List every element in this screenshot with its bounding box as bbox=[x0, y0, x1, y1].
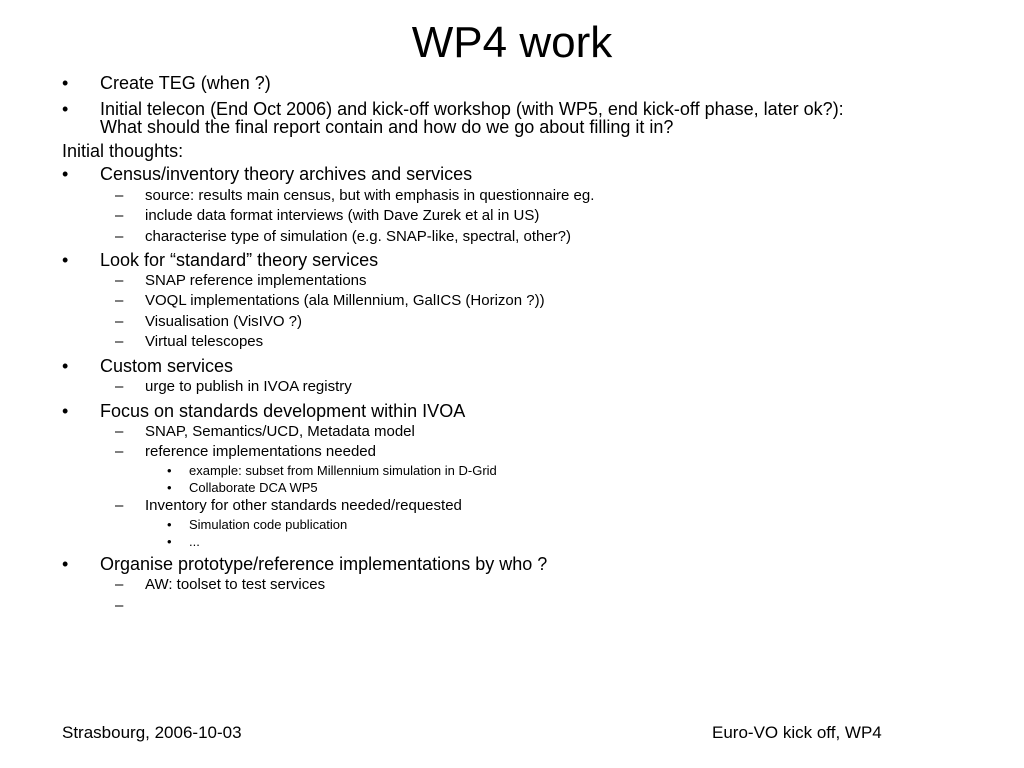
bullet-marker: • bbox=[62, 164, 69, 184]
bullet-marker: • bbox=[62, 250, 69, 270]
item-aw-toolset: AW: toolset to test services bbox=[145, 576, 326, 593]
item-inventory-standards: Inventory for other standards needed/requested bbox=[145, 497, 462, 514]
item-census-interviews: include data format interviews (with Dave Zurek et al in US) bbox=[145, 207, 540, 224]
bullet-marker: • bbox=[167, 534, 172, 549]
item-initial-telecon: Initial telecon (End Oct 2006) and kick-off workshop (with WP5, end kick-off phase, later ok?): bbox=[100, 99, 844, 119]
bullet-marker: • bbox=[62, 356, 69, 376]
dash-marker: – bbox=[115, 313, 124, 330]
bullet-marker: • bbox=[62, 401, 69, 421]
item-focus-standards: Focus on standards development within IVOA bbox=[100, 401, 466, 421]
item-virtual-telescopes: Virtual telescopes bbox=[145, 333, 264, 350]
item-census-source: source: results main census, but with emphasis in questionnaire eg. bbox=[145, 187, 595, 204]
item-millennium-subset: example: subset from Millennium simulation in D-Grid bbox=[189, 463, 497, 478]
item-voql: VOQL implementations (ala Millennium, GalICS (Horizon ?)) bbox=[145, 292, 545, 309]
bullet-marker: • bbox=[62, 554, 69, 574]
bullet-marker: • bbox=[167, 517, 172, 532]
bullet-marker: • bbox=[167, 463, 172, 478]
slide-title: WP4 work bbox=[411, 18, 613, 67]
item-reference-implementations: reference implementations needed bbox=[145, 443, 376, 460]
dash-marker: – bbox=[115, 497, 124, 514]
dash-marker: – bbox=[115, 576, 124, 593]
item-ivoa-registry: urge to publish in IVOA registry bbox=[145, 378, 352, 395]
item-ellipsis: ... bbox=[189, 534, 200, 549]
bullet-marker: • bbox=[62, 73, 69, 93]
item-snap-reference: SNAP reference implementations bbox=[145, 272, 367, 289]
dash-marker: – bbox=[115, 292, 124, 309]
item-look-for-standard: Look for “standard” theory services bbox=[100, 250, 379, 270]
item-initial-telecon-cont: What should the final report contain and how do we go about filling it in? bbox=[100, 117, 674, 137]
item-custom-services: Custom services bbox=[100, 356, 234, 376]
item-snap-semantics: SNAP, Semantics/UCD, Metadata model bbox=[145, 423, 415, 440]
item-census: Census/inventory theory archives and services bbox=[100, 164, 473, 184]
item-collaborate-dca: Collaborate DCA WP5 bbox=[189, 480, 318, 495]
item-simulation-code: Simulation code publication bbox=[189, 517, 348, 532]
dash-marker: – bbox=[115, 423, 124, 440]
footer-location-date: Strasbourg, 2006-10-03 bbox=[62, 723, 242, 742]
item-organise: Organise prototype/reference implementations by who ? bbox=[100, 554, 548, 574]
initial-thoughts-heading: Initial thoughts: bbox=[62, 141, 184, 161]
dash-marker: – bbox=[115, 272, 124, 289]
dash-marker: – bbox=[115, 207, 124, 224]
footer-event: Euro-VO kick off, WP4 bbox=[712, 723, 882, 742]
dash-marker: – bbox=[115, 378, 124, 395]
dash-marker: – bbox=[115, 187, 124, 204]
bullet-marker: • bbox=[62, 99, 69, 119]
dash-marker: – bbox=[115, 443, 124, 460]
dash-marker: – bbox=[115, 228, 124, 245]
dash-marker: – bbox=[115, 333, 124, 350]
dash-marker: – bbox=[115, 597, 124, 614]
bullet-marker: • bbox=[167, 480, 172, 495]
item-census-characterise: characterise type of simulation (e.g. SNAP-like, spectral, other?) bbox=[145, 228, 572, 245]
item-visualisation: Visualisation (VisIVO ?) bbox=[145, 313, 303, 330]
item-create-teg: Create TEG (when ?) bbox=[100, 73, 271, 93]
